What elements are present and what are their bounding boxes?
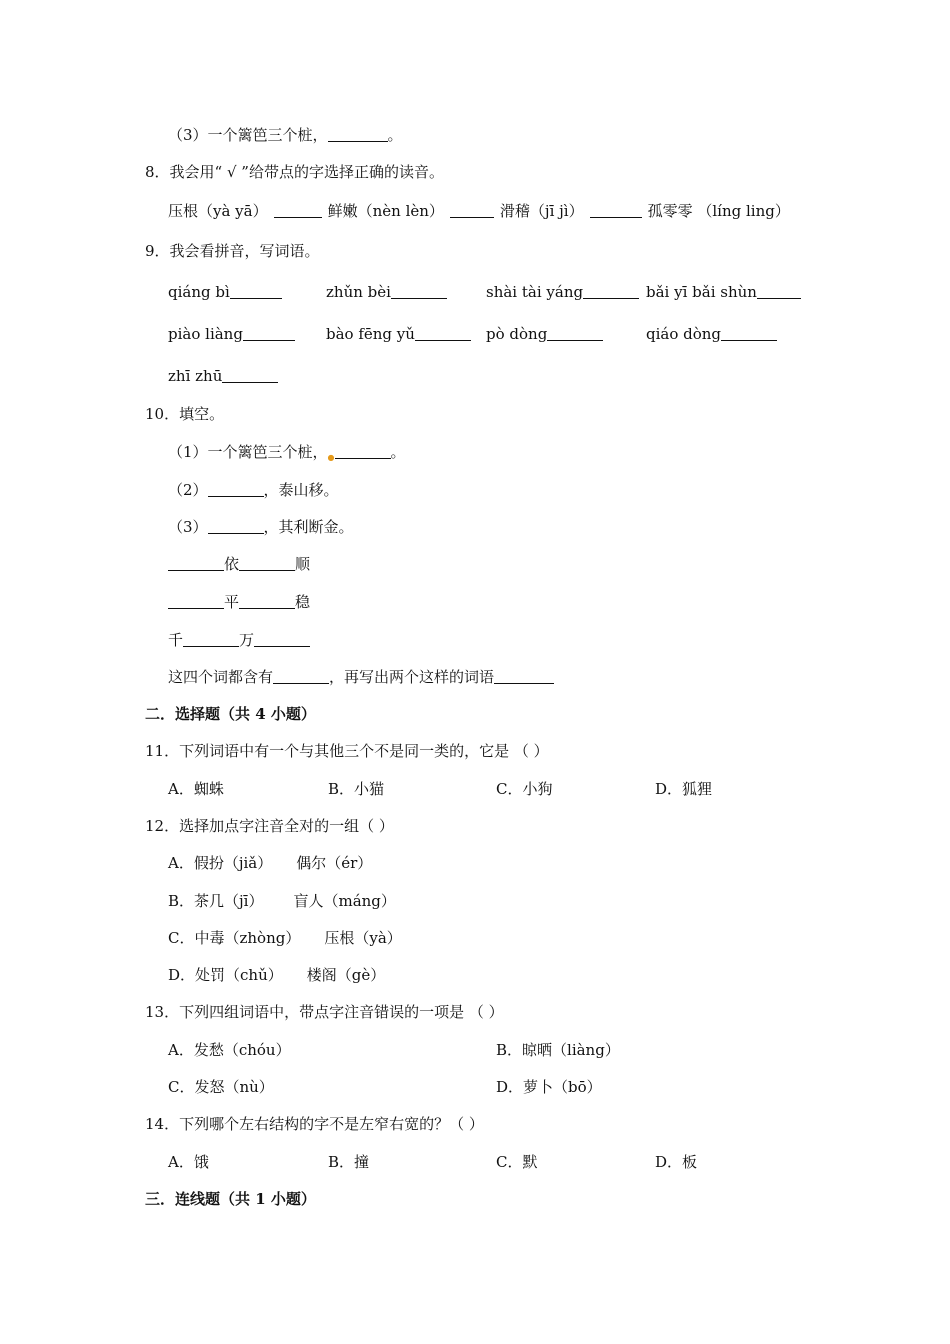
q14-option[interactable]: B．撞 [328, 1153, 370, 1171]
text: C．中毒（zhòng） [168, 929, 301, 947]
q14-title: 14．下列哪个左右结构的字不是左窄右宽的？（ ） [145, 1115, 484, 1133]
q8-item: 鲜嫩（nèn lèn） [327, 202, 444, 220]
q9-pinyin [168, 282, 282, 302]
pinyin: shài tài yáng [486, 283, 584, 301]
pinyin: bǎi yī bǎi shùn [646, 283, 757, 301]
mark-dot-icon: ● [327, 453, 335, 462]
q11-option[interactable]: C．小狗 [496, 780, 553, 798]
answer-blank[interactable] [254, 631, 310, 647]
answer-blank[interactable] [583, 283, 639, 299]
q13-option[interactable]: D．萝卜（bō） [496, 1078, 602, 1096]
q9-title: 9．我会看拼音，写词语。 [145, 242, 320, 260]
pinyin: qiáo dòng [646, 325, 722, 343]
text: B．茶几（jī） [168, 892, 264, 910]
section-2-heading: 二．选择题（共 4 小题） [145, 705, 316, 723]
q10-title: 10．填空。 [145, 405, 225, 423]
q8-item: 压根（yà yā） [168, 202, 268, 220]
answer-blank[interactable] [590, 202, 642, 218]
q9-pinyin [326, 324, 471, 344]
answer-blank[interactable] [222, 367, 278, 383]
pinyin: pò dòng [486, 325, 548, 343]
q13-title: 13．下列四组词语中，带点字注音错误的一项是 （ ） [145, 1003, 504, 1021]
q12-option-a[interactable] [168, 853, 372, 873]
text: 压根（yà） [324, 929, 402, 947]
q10-word-2 [168, 592, 310, 612]
answer-blank[interactable] [230, 283, 282, 299]
answer-blank[interactable] [208, 518, 264, 534]
text: 平 [224, 593, 240, 611]
q10-line-1 [168, 442, 406, 468]
text: ，泰山移。 [263, 481, 339, 499]
q10-line-3 [168, 517, 354, 537]
answer-blank[interactable] [415, 325, 471, 341]
answer-blank[interactable] [450, 202, 494, 218]
q11-option[interactable]: A．蜘蛛 [168, 780, 224, 798]
text: 偶尔（ér） [296, 854, 373, 872]
answer-blank[interactable] [494, 668, 554, 684]
q9-pinyin [486, 282, 639, 302]
q12-title: 12．选择加点字注音全对的一组（ ） [145, 817, 394, 835]
pinyin: zhī zhū [168, 367, 223, 385]
q11-option[interactable]: D．狐狸 [655, 780, 713, 798]
q14-option[interactable]: C．默 [496, 1153, 538, 1171]
pinyin: bào fēng yǔ [326, 325, 415, 343]
q8-item: 孤零零 （líng ling） [647, 202, 790, 220]
answer-blank[interactable] [273, 668, 329, 684]
q13-option[interactable]: C．发怒（nù） [168, 1078, 274, 1096]
text: 这四个词都含有 [168, 668, 274, 686]
q8-title: 8．我会用“ √ ”给带点的字选择正确的读音。 [145, 163, 444, 181]
text: 顺 [295, 555, 311, 573]
text: （1）一个篱笆三个桩， [168, 443, 328, 461]
text: 万 [239, 631, 255, 649]
q9-pinyin [646, 324, 777, 344]
text: ，再写出两个这样的词语 [329, 668, 495, 686]
q9-pinyin [326, 282, 447, 302]
answer-blank[interactable] [328, 126, 388, 142]
q12-option-c[interactable] [168, 928, 402, 948]
answer-blank[interactable] [757, 283, 801, 299]
q12-option-b[interactable] [168, 891, 396, 911]
q9-pinyin [168, 324, 295, 344]
q14-option[interactable]: D．板 [655, 1153, 698, 1171]
text: ，其利断金。 [263, 518, 354, 536]
answer-blank[interactable] [243, 325, 295, 341]
q7-item-3 [168, 125, 403, 145]
text: （3） [168, 518, 208, 536]
q8-item: 滑稽（jī jì） [499, 202, 584, 220]
q11-title: 11．下列词语中有一个与其他三个不是同一类的，它是 （ ） [145, 742, 549, 760]
q10-word-1 [168, 554, 310, 574]
pinyin: qiáng bì [168, 283, 230, 301]
text: D．处罚（chǔ） [168, 966, 283, 984]
q9-pinyin [646, 282, 801, 302]
text: A．假扮（jiǎ） [168, 854, 273, 872]
q11-option[interactable]: B．小猫 [328, 780, 385, 798]
text: （2） [168, 481, 208, 499]
punct: 。 [390, 443, 406, 461]
text: 楼阁（gè） [306, 966, 386, 984]
answer-blank[interactable] [391, 283, 447, 299]
answer-blank[interactable] [239, 593, 295, 609]
answer-blank[interactable] [547, 325, 603, 341]
answer-blank[interactable] [721, 325, 777, 341]
answer-blank[interactable] [208, 481, 264, 497]
q9-pinyin [486, 324, 603, 344]
q13-option[interactable]: A．发愁（chóu） [168, 1041, 291, 1059]
answer-blank[interactable] [183, 631, 239, 647]
answer-blank[interactable] [168, 593, 224, 609]
answer-blank[interactable] [168, 555, 224, 571]
q7-item-3-text: （3）一个篱笆三个桩， [168, 126, 328, 144]
text: 依 [224, 555, 240, 573]
q10-last [168, 667, 554, 687]
q13-option[interactable]: B．晾晒（liàng） [496, 1041, 620, 1059]
answer-blank[interactable] [274, 202, 322, 218]
text: 稳 [295, 593, 311, 611]
answer-blank[interactable] [239, 555, 295, 571]
pinyin: piào liàng [168, 325, 243, 343]
answer-blank[interactable] [335, 443, 391, 459]
text: 千 [168, 631, 184, 649]
q14-option[interactable]: A．饿 [168, 1153, 209, 1171]
q10-word-3 [168, 630, 310, 650]
punct: 。 [387, 126, 403, 144]
section-3-heading: 三．连线题（共 1 小题） [145, 1190, 316, 1208]
q8-items [168, 201, 790, 221]
q10-line-2 [168, 480, 339, 500]
text: 盲人（máng） [293, 892, 396, 910]
q12-option-d[interactable] [168, 965, 385, 985]
q9-pinyin [168, 366, 278, 386]
pinyin: zhǔn bèi [326, 283, 391, 301]
